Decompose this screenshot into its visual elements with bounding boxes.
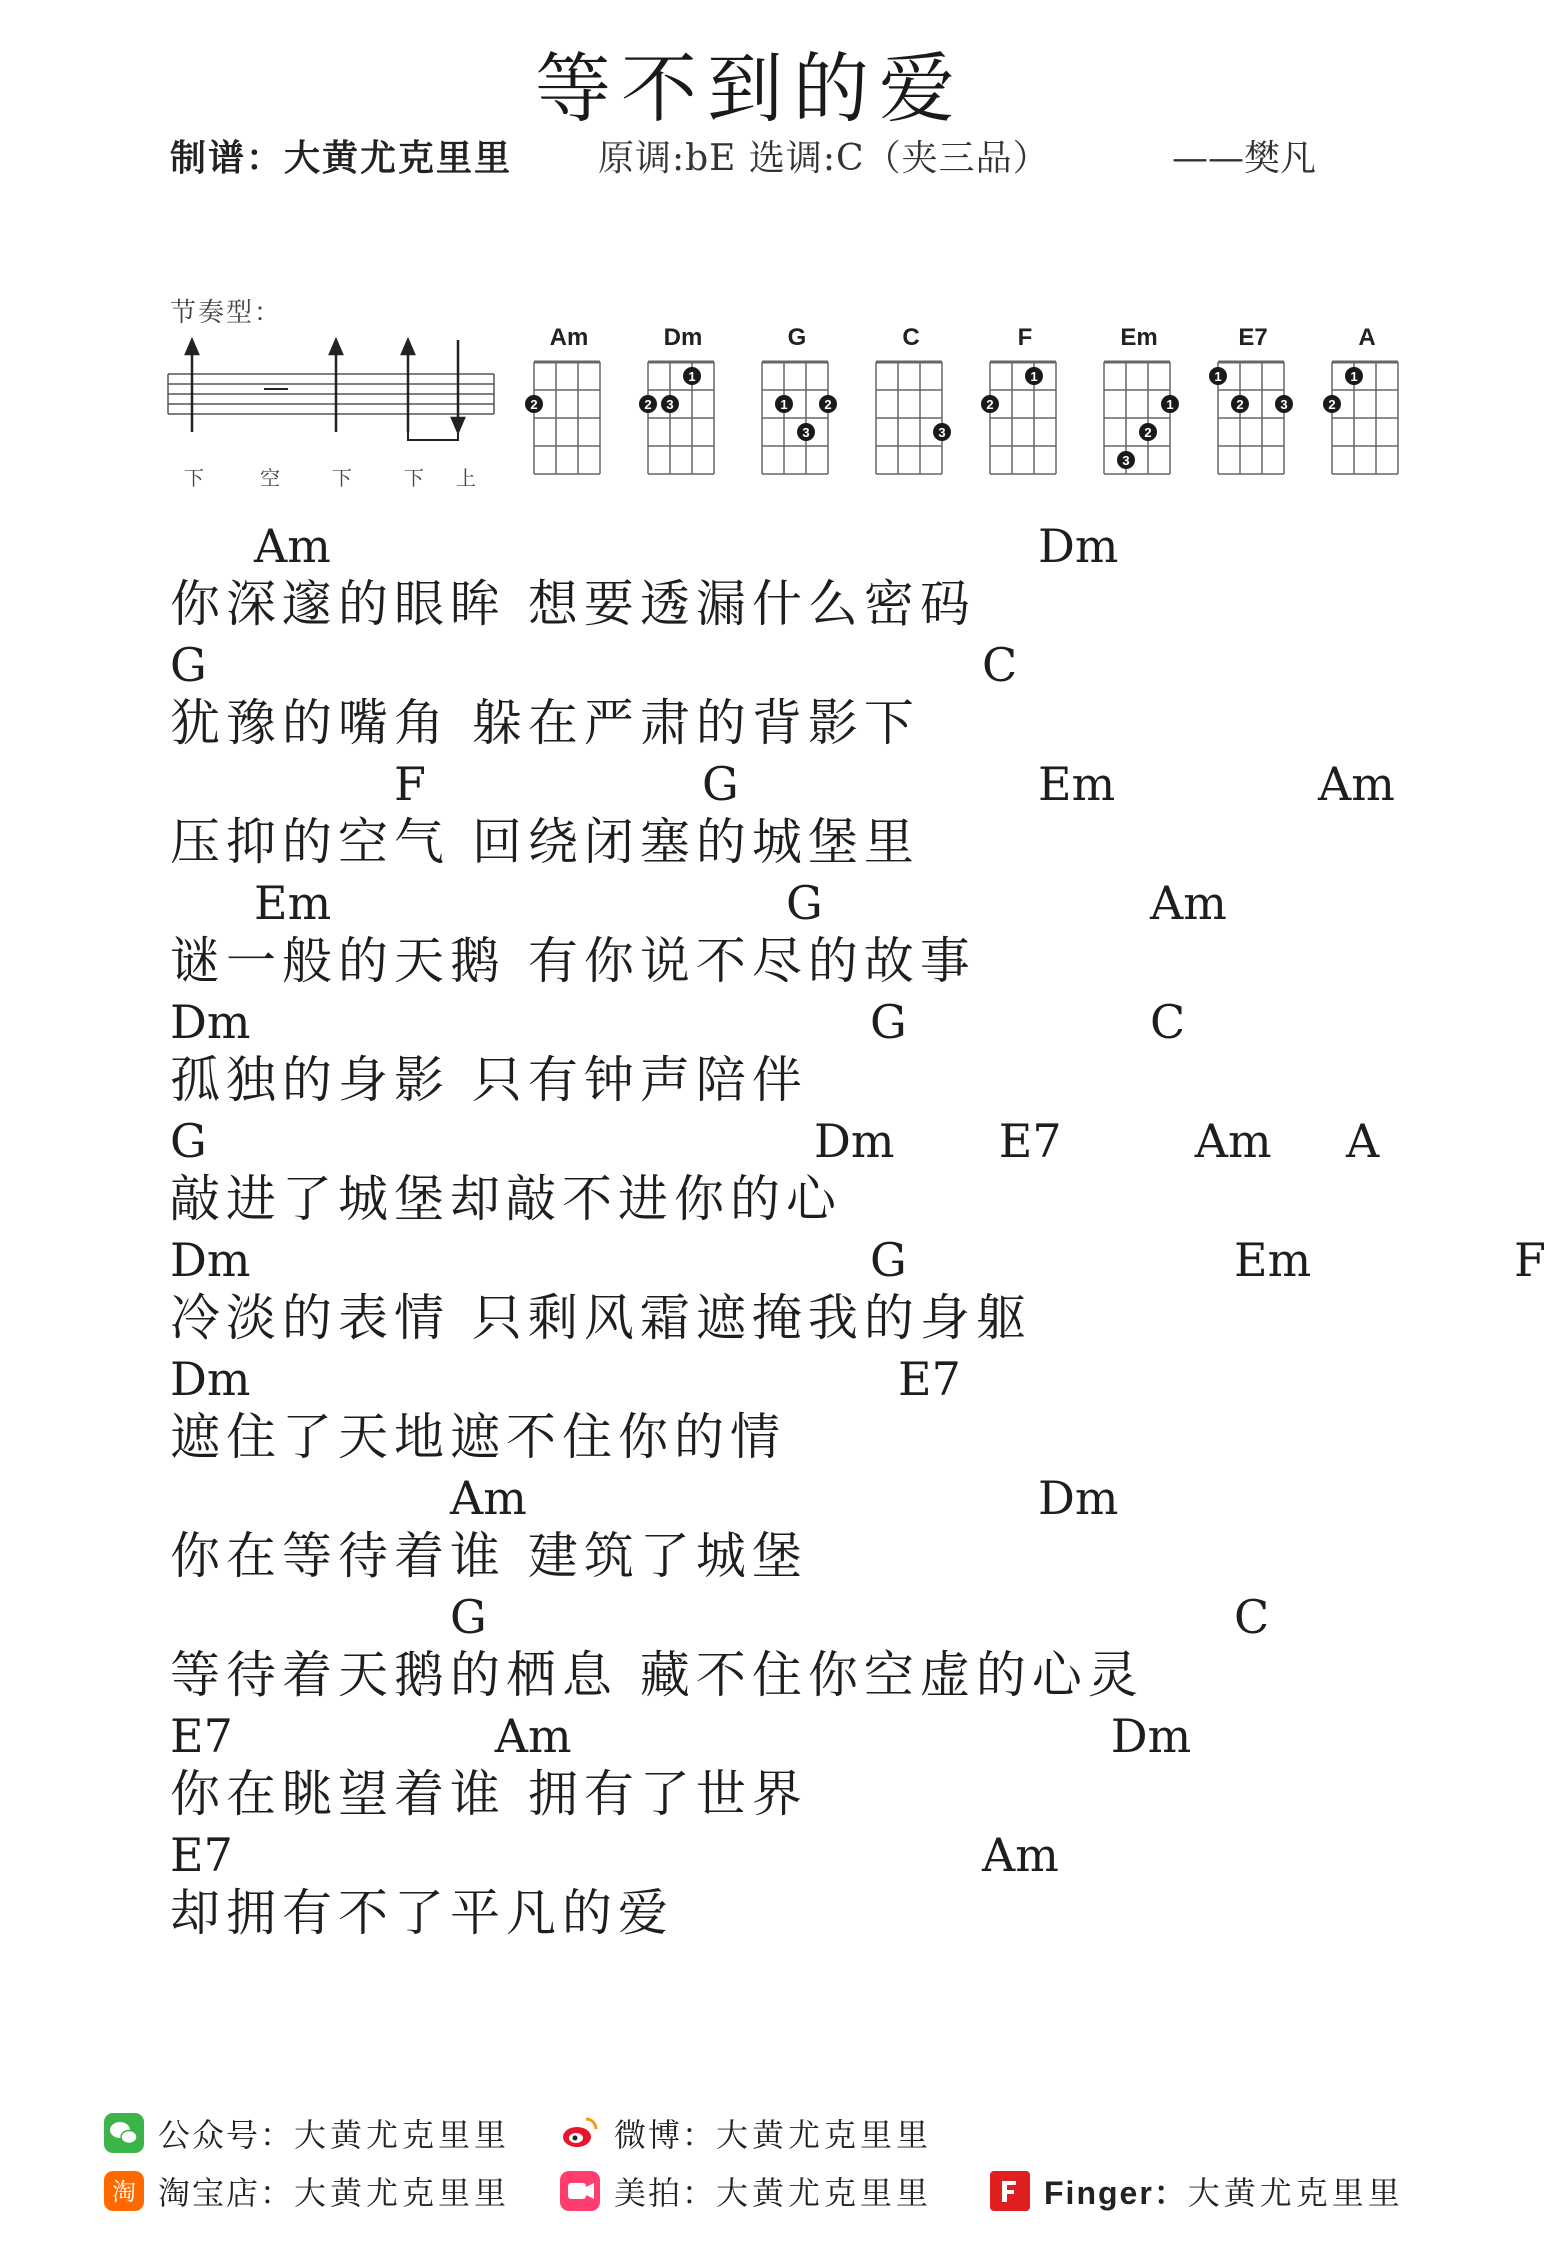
chord-diagram-f xyxy=(970,324,1080,484)
finger-number: 3 xyxy=(938,425,946,440)
chord-diagram-am xyxy=(514,324,624,484)
lyric-line: 等待着天鹅的栖息 藏不住你空虚的心灵 xyxy=(170,1646,1144,1704)
meipai-icon xyxy=(560,2171,600,2211)
chord-row xyxy=(170,1351,1370,1407)
svg-text:淘: 淘 xyxy=(112,2178,136,2206)
chord-symbol: Dm xyxy=(1038,519,1119,573)
lyric-block xyxy=(170,518,1370,637)
chord-diagram-name: Em xyxy=(1120,324,1158,351)
lyric-block xyxy=(170,1351,1370,1470)
chord-diagram-e7 xyxy=(1198,324,1308,484)
chord-symbol: E7 xyxy=(170,1709,233,1763)
chord-row xyxy=(170,1827,1370,1883)
chord-symbol: Am xyxy=(1150,876,1227,930)
chord-diagram-name: Am xyxy=(549,324,589,351)
chord-symbol: C xyxy=(1234,1590,1270,1644)
lyric-line: 你在眺望着谁 拥有了世界 xyxy=(170,1765,808,1823)
chord-row xyxy=(170,756,1395,812)
chord-diagram-name: G xyxy=(787,324,807,351)
chord-row xyxy=(170,637,1370,693)
chord-symbol: Dm xyxy=(814,1114,895,1168)
chord-symbol: Dm xyxy=(1038,1471,1119,1525)
footer-value: 大黄尤克里里 xyxy=(294,2116,511,2154)
chord-row xyxy=(170,875,1370,931)
finger-number: 2 xyxy=(824,397,832,412)
footer-label: 公众号： xyxy=(158,2116,295,2154)
artist-credit: ——樊凡 xyxy=(1172,138,1317,179)
footer-taobao[interactable] xyxy=(104,2168,510,2214)
lyric-line: 冷淡的表情 只剩风霜遮掩我的身躯 xyxy=(170,1289,1032,1347)
lyric-line: 孤独的身影 只有钟声陪伴 xyxy=(170,1051,808,1109)
song-title: 等不到的爱 xyxy=(535,44,965,133)
finger-number: 1 xyxy=(780,397,788,412)
chord-symbol: Em xyxy=(254,876,332,930)
chord-diagram-name: A xyxy=(1358,324,1376,351)
strum-up-arrow-2 xyxy=(330,340,342,354)
footer-meipai[interactable] xyxy=(560,2168,932,2214)
chord-symbol: Am xyxy=(450,1471,527,1525)
finger-number: 3 xyxy=(666,397,674,412)
chord-symbol: G xyxy=(786,876,823,930)
lyric-block xyxy=(170,637,1370,756)
chord-grid xyxy=(1312,354,1422,482)
rhythm-word: 下 xyxy=(184,466,204,490)
chord-symbol: Am xyxy=(1318,757,1395,811)
rhythm-word: 下 xyxy=(332,466,352,490)
chord-grid xyxy=(1198,354,1308,482)
chord-symbol: F xyxy=(1514,1233,1546,1287)
lyric-line: 你在等待着谁 建筑了城堡 xyxy=(170,1527,808,1585)
chord-symbol: G xyxy=(702,757,739,811)
chord-diagram-name: F xyxy=(1017,324,1033,351)
chord-symbol: Am xyxy=(1194,1114,1272,1168)
lyric-line: 你深邃的眼眸 想要透漏什么密码 xyxy=(170,575,976,633)
chord-row xyxy=(170,1113,1380,1169)
chord-grid xyxy=(970,354,1080,482)
finger-number: 3 xyxy=(1280,397,1288,412)
lyric-line: 犹豫的嘴角 躲在严肃的背影下 xyxy=(170,694,920,752)
finger-number: 2 xyxy=(530,397,538,412)
chord-grid xyxy=(1084,354,1194,482)
chord-diagram-c xyxy=(856,324,966,484)
finger-number: 3 xyxy=(1122,453,1130,468)
lyric-line: 谜一般的天鹅 有你说不尽的故事 xyxy=(170,932,976,990)
chord-symbol: C xyxy=(982,638,1018,692)
footer-label: Finger： xyxy=(1044,2175,1188,2211)
wechat-icon xyxy=(104,2113,144,2153)
footer-value: 大黄尤克里里 xyxy=(716,2174,933,2212)
chord-row xyxy=(170,1232,1546,1288)
chord-diagram-g xyxy=(742,324,852,484)
chord-diagram-name: C xyxy=(902,324,920,351)
chord-row xyxy=(170,518,1370,574)
chord-symbol: Dm xyxy=(170,995,251,1049)
chord-diagram-em xyxy=(1084,324,1194,484)
rhythm-word: 空 xyxy=(260,466,280,490)
sheet-maker: 制谱：大黄尤克里里 xyxy=(170,138,513,179)
footer-finger[interactable] xyxy=(990,2168,1404,2214)
lyric-line: 遮住了天地遮不住你的情 xyxy=(170,1408,786,1466)
lyric-line: 敲进了城堡却敲不进你的心 xyxy=(170,1170,842,1228)
chord-grid xyxy=(742,354,852,482)
chord-symbol: F xyxy=(394,757,426,811)
chord-symbol: G xyxy=(870,995,907,1049)
footer-label: 淘宝店： xyxy=(158,2174,295,2212)
footer-weibo[interactable] xyxy=(560,2110,932,2156)
chord-symbol: Dm xyxy=(170,1233,251,1287)
strum-up-arrow-3 xyxy=(402,340,414,354)
chord-symbol: G xyxy=(450,1590,487,1644)
strum-down-arrow xyxy=(452,418,464,432)
finger-number: 3 xyxy=(802,425,810,440)
chord-symbol: Am xyxy=(494,1709,572,1763)
lyric-block xyxy=(170,875,1370,994)
finger-number: 1 xyxy=(1166,397,1174,412)
chord-row xyxy=(170,1470,1370,1526)
finger-icon xyxy=(990,2171,1030,2211)
chord-row xyxy=(170,994,1370,1050)
lyric-block xyxy=(170,1113,1380,1232)
chord-symbol: E7 xyxy=(998,1114,1062,1168)
lyric-block xyxy=(170,1827,1370,1946)
weibo-icon xyxy=(560,2113,600,2153)
chord-symbol: Am xyxy=(254,519,331,573)
finger-number: 2 xyxy=(1328,397,1336,412)
chord-symbol: G xyxy=(870,1233,907,1287)
chord-row xyxy=(170,1708,1370,1764)
footer-value: 大黄尤克里里 xyxy=(716,2116,933,2154)
finger-number: 1 xyxy=(1350,369,1358,384)
chord-diagram-name: Dm xyxy=(663,324,703,351)
chord-row xyxy=(170,1589,1370,1645)
lyric-line: 却拥有不了平凡的爱 xyxy=(170,1884,674,1942)
footer-label: 微博： xyxy=(614,2116,717,2154)
chord-symbol: G xyxy=(170,1114,207,1168)
chord-symbol: Dm xyxy=(1110,1709,1192,1763)
chord-symbol: Am xyxy=(982,1828,1059,1882)
lyric-block xyxy=(170,756,1395,875)
taobao-icon xyxy=(104,2171,144,2211)
finger-number: 1 xyxy=(688,369,696,384)
finger-number: 1 xyxy=(1030,369,1038,384)
rhythm-label: 节奏型： xyxy=(170,298,283,328)
chord-grid xyxy=(856,354,966,482)
chord-symbol: E7 xyxy=(898,1352,961,1406)
chord-symbol: A xyxy=(1346,1114,1380,1168)
chord-symbol: G xyxy=(170,638,207,692)
rhythm-word: 下 xyxy=(404,466,424,490)
lyric-block xyxy=(170,1232,1546,1351)
finger-number: 1 xyxy=(1214,369,1222,384)
lyric-block xyxy=(170,994,1370,1113)
chord-diagram-a xyxy=(1312,324,1422,484)
lyric-block xyxy=(170,1470,1370,1589)
chord-grid xyxy=(628,354,738,482)
finger-number: 2 xyxy=(986,397,994,412)
rhythm-word: 上 xyxy=(456,466,476,490)
chord-symbol: Dm xyxy=(170,1352,251,1406)
finger-number: 2 xyxy=(1144,425,1152,440)
rhythm-words xyxy=(180,462,490,492)
lyric-line: 压抑的空气 回绕闭塞的城堡里 xyxy=(170,813,920,871)
chord-symbol: C xyxy=(1150,995,1186,1049)
lyric-block xyxy=(170,1589,1370,1708)
chord-symbol: E7 xyxy=(170,1828,233,1882)
lyrics-sheet xyxy=(170,518,1546,1946)
footer-label: 美拍： xyxy=(614,2174,717,2212)
strum-up-arrow-1 xyxy=(186,340,198,354)
finger-number: 2 xyxy=(644,397,652,412)
footer-value: 大黄尤克里里 xyxy=(294,2174,511,2212)
chord-diagram-dm xyxy=(628,324,738,484)
chord-symbol: Em xyxy=(1038,757,1116,811)
chord-diagram-name: E7 xyxy=(1238,324,1268,351)
lyric-block xyxy=(170,1708,1370,1827)
chord-grid xyxy=(514,354,624,482)
key-info: 原调:bE 选调:C（夹三品） xyxy=(598,138,1050,179)
finger-number: 2 xyxy=(1236,397,1244,412)
footer-value: 大黄尤克里里 xyxy=(1187,2174,1404,2212)
footer-wechat[interactable] xyxy=(104,2110,510,2156)
chord-symbol: Em xyxy=(1234,1233,1312,1287)
